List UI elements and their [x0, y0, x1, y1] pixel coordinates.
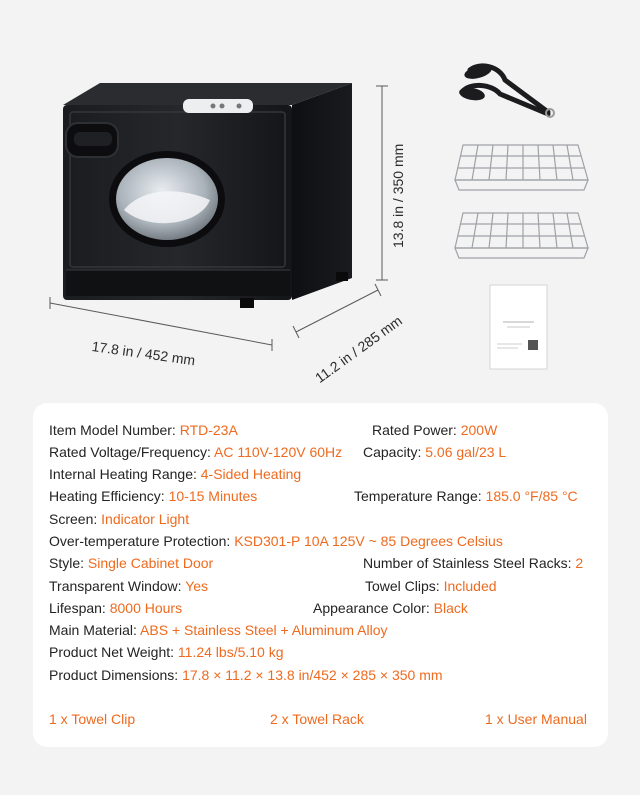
spec-weight: Product Net Weight: 11.24 lbs/5.10 kg [49, 644, 284, 660]
spec-window: Transparent Window: Yes [49, 578, 209, 594]
accessory-user-manual: 1 x User Manual [485, 711, 587, 727]
towel-warmer-cabinet [63, 83, 352, 308]
depth-dimension-label: 11.2 in / 285 mm [312, 312, 405, 386]
spec-color: Appearance Color: Black [313, 600, 468, 616]
towel-rack-icon [455, 145, 588, 190]
spec-capacity: Capacity: 5.06 gal/23 L [363, 444, 507, 460]
user-manual-icon [490, 285, 547, 369]
control-panel [183, 99, 253, 113]
width-dimension-label: 17.8 in / 452 mm [90, 338, 197, 369]
spec-voltage: Rated Voltage/Frequency: AC 110V-120V 60Hz [49, 444, 343, 460]
spec-product-dimensions: Product Dimensions: 17.8 × 11.2 × 13.8 in/452 × 285 × 350 mm [49, 667, 443, 683]
spec-screen: Screen: Indicator Light [49, 511, 190, 527]
tongs-icon [458, 63, 554, 117]
spec-heating-range: Internal Heating Range: 4-Sided Heating [49, 466, 302, 482]
height-dimension-label: 13.8 in / 350 mm [390, 143, 406, 248]
spec-racks: Number of Stainless Steel Racks: 2 [363, 555, 584, 571]
spec-lifespan: Lifespan: 8000 Hours [49, 600, 183, 616]
spec-clips: Towel Clips: Included [365, 578, 497, 594]
spec-temperature: Temperature Range: 185.0 °F/85 °C [354, 488, 578, 504]
spec-efficiency: Heating Efficiency: 10-15 Minutes [49, 488, 258, 504]
spec-style: Style: Single Cabinet Door [49, 555, 214, 571]
accessory-towel-clip: 1 x Towel Clip [49, 711, 136, 727]
towel-rack-icon-2 [455, 213, 588, 258]
spec-model: Item Model Number: RTD-23A [49, 422, 238, 438]
spec-protection: Over-temperature Protection: KSD301-P 10A 125V ~ 85 Degrees Celsius [49, 533, 503, 549]
spec-material: Main Material: ABS + Stainless Steel + Aluminum Alloy [49, 622, 388, 638]
spec-power: Rated Power: 200W [372, 422, 498, 438]
accessory-towel-rack: 2 x Towel Rack [270, 711, 364, 727]
